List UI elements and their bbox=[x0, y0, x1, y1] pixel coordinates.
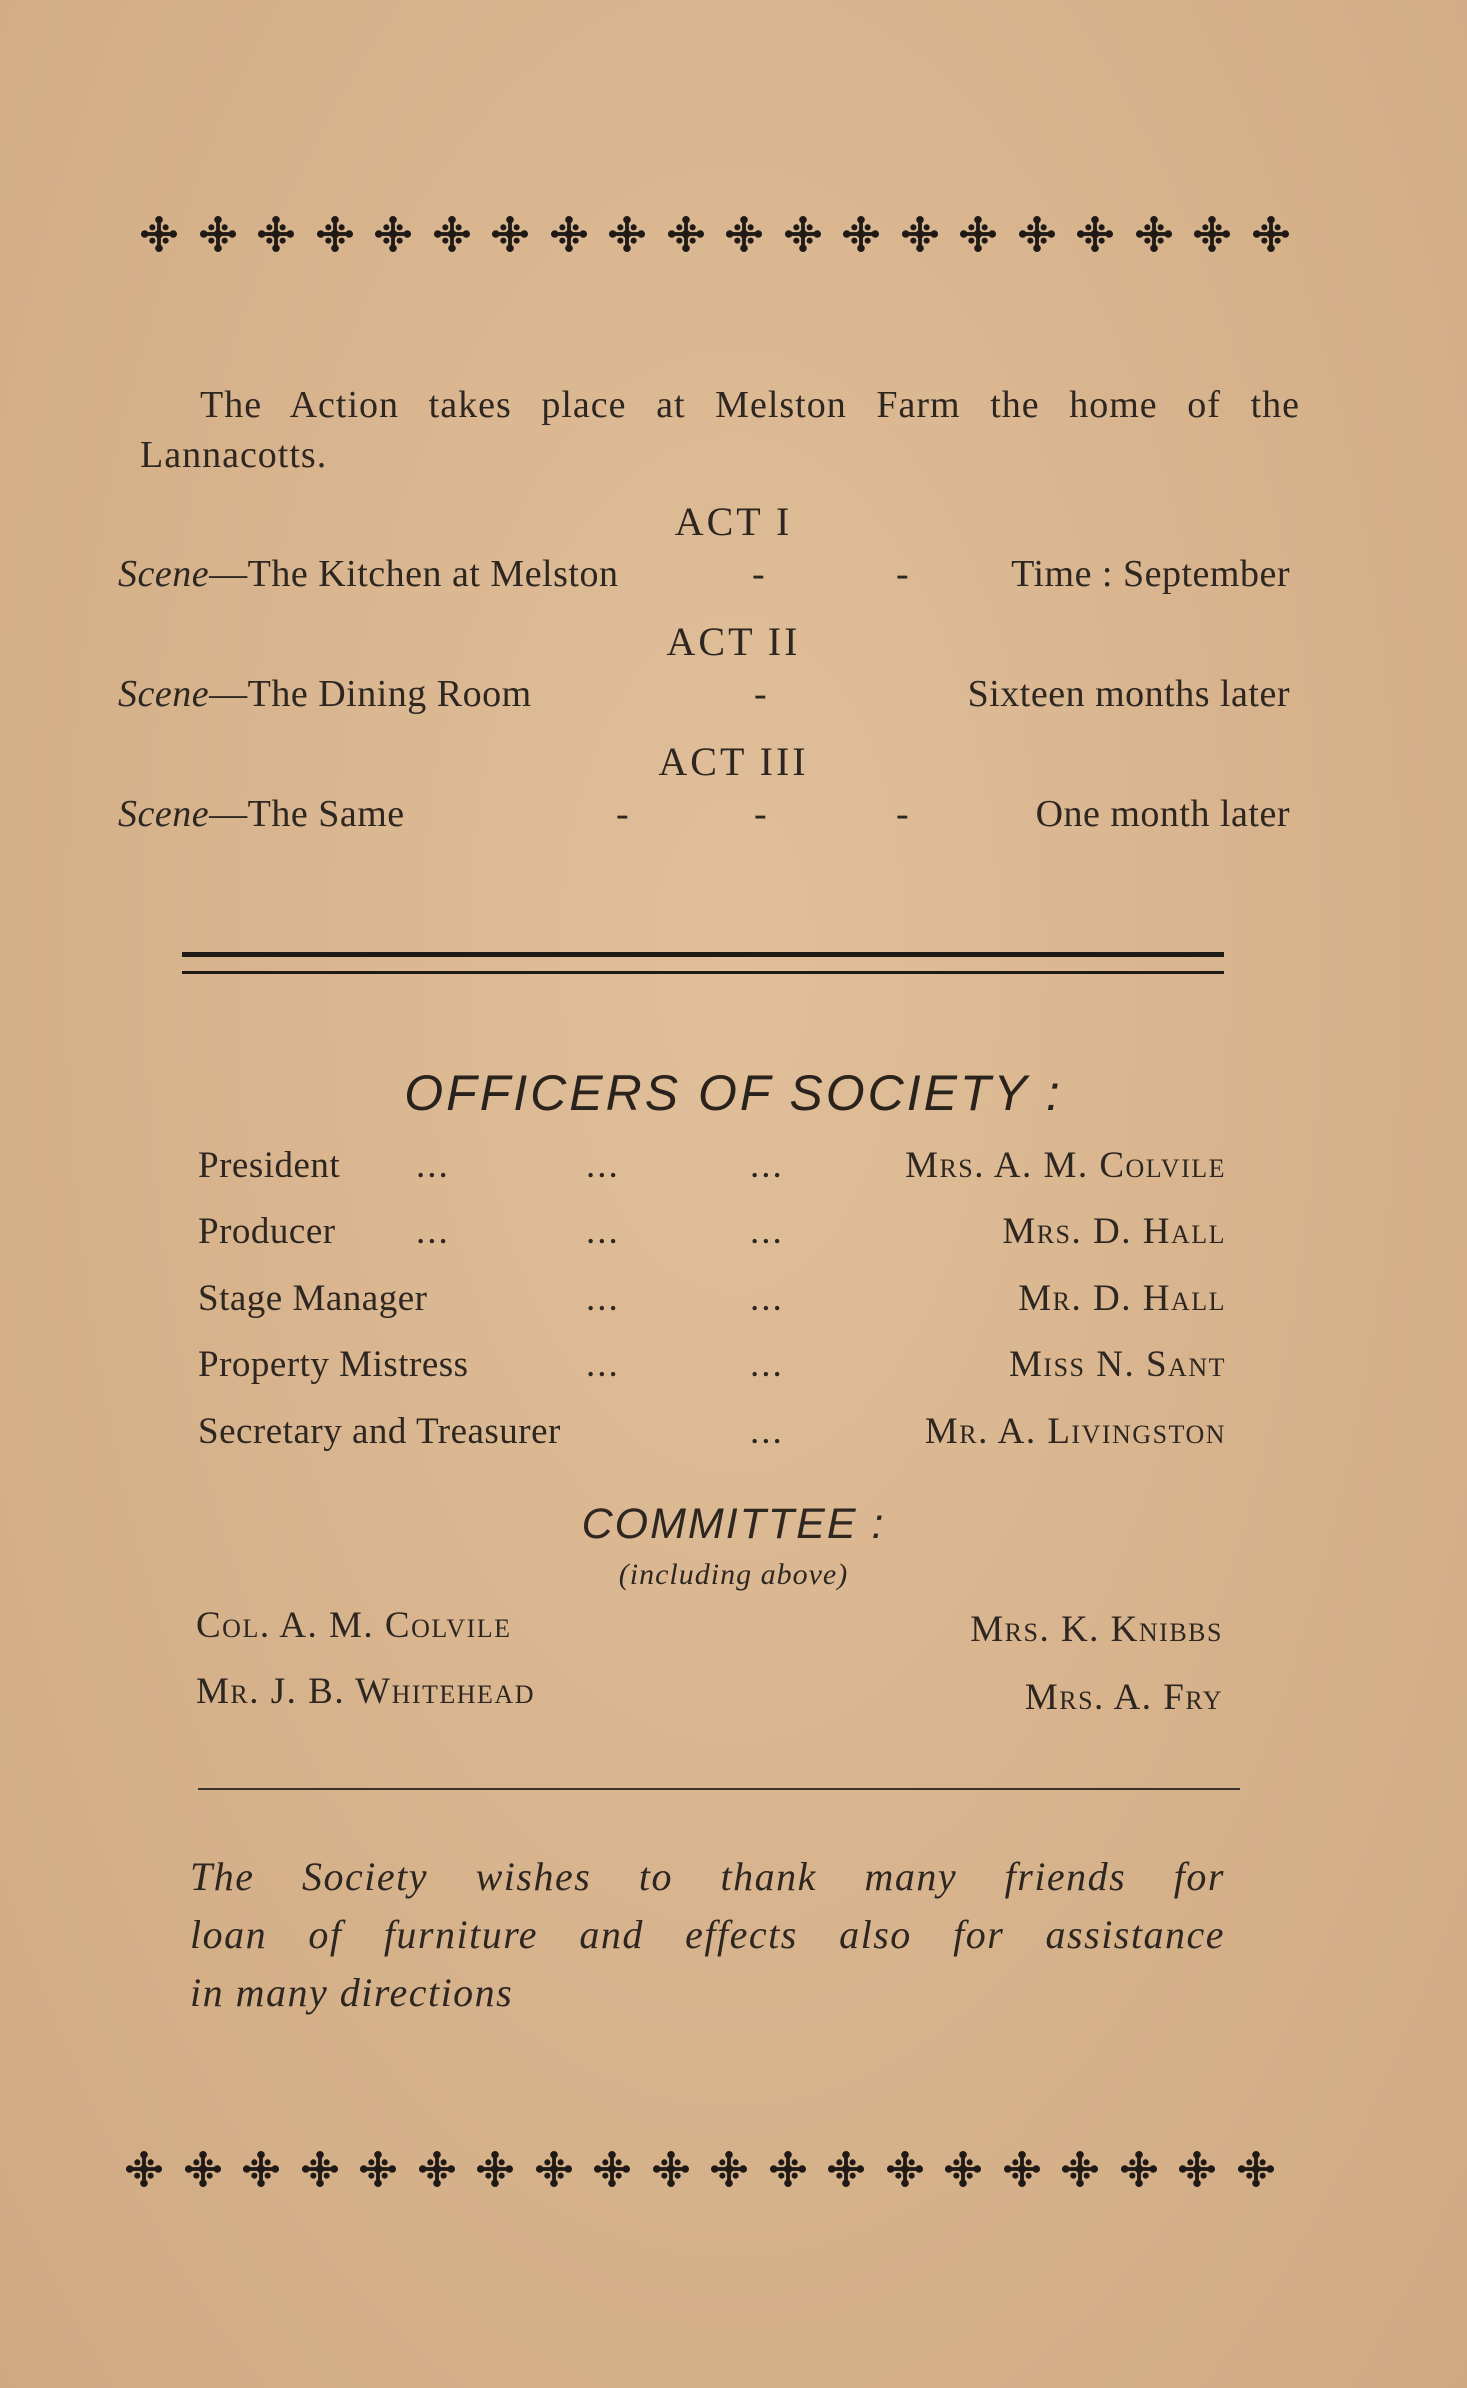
officer-name: Mr. D. Hall bbox=[1018, 1278, 1226, 1319]
cross-fleury-ornament-icon bbox=[842, 215, 880, 253]
act-1-scene-row bbox=[118, 552, 1290, 602]
top-ornament-border bbox=[140, 215, 1290, 253]
acknowledgement-line-3: in many directions bbox=[190, 1970, 514, 2015]
setting-intro bbox=[140, 380, 1300, 480]
leader-dots: ... bbox=[416, 1211, 450, 1252]
officer-role: Secretary and Treasurer bbox=[198, 1411, 561, 1452]
cross-fleury-ornament-icon bbox=[1178, 2150, 1216, 2188]
intro-line-1: The Action takes place at Melston Farm the home of the bbox=[200, 384, 1300, 426]
cross-fleury-ornament-icon bbox=[901, 215, 939, 253]
cross-fleury-ornament-icon bbox=[476, 2150, 514, 2188]
cross-fleury-ornament-icon bbox=[1252, 215, 1290, 253]
officer-row bbox=[198, 1210, 1226, 1262]
acknowledgement-line-2: loan of furniture and effects also for assistance bbox=[190, 1912, 1225, 1957]
officer-row bbox=[198, 1410, 1226, 1462]
act-1-heading: ACT I bbox=[674, 499, 793, 544]
act-2-time: Sixteen months later bbox=[967, 673, 1290, 715]
cross-fleury-ornament-icon bbox=[1135, 215, 1173, 253]
cross-fleury-ornament-icon bbox=[418, 2150, 456, 2188]
act-3-time: One month later bbox=[1035, 793, 1290, 835]
committee-heading: COMMITTEE : bbox=[581, 1500, 886, 1548]
leader-dots: ... bbox=[586, 1278, 620, 1319]
cross-fleury-ornament-icon bbox=[667, 215, 705, 253]
cross-fleury-ornament-icon bbox=[184, 2150, 222, 2188]
cross-fleury-ornament-icon bbox=[608, 215, 646, 253]
thin-rule-divider bbox=[198, 1788, 1240, 1790]
cross-fleury-ornament-icon bbox=[257, 215, 295, 253]
cross-fleury-ornament-icon bbox=[125, 2150, 163, 2188]
leader-dots: ... bbox=[416, 1145, 450, 1186]
officer-row bbox=[198, 1144, 1226, 1196]
cross-fleury-ornament-icon bbox=[199, 215, 237, 253]
committee-member: Mr. J. B. Whitehead bbox=[196, 1671, 535, 1712]
cross-fleury-ornament-icon bbox=[1061, 2150, 1099, 2188]
officer-role: President bbox=[198, 1145, 341, 1186]
committee-member: Col. A. M. Colvile bbox=[196, 1605, 512, 1646]
cross-fleury-ornament-icon bbox=[1003, 2150, 1041, 2188]
cross-fleury-ornament-icon bbox=[784, 215, 822, 253]
cross-fleury-ornament-icon bbox=[359, 2150, 397, 2188]
leader-dots: ... bbox=[750, 1145, 784, 1186]
cross-fleury-ornament-icon bbox=[1193, 215, 1231, 253]
officer-name: Mr. A. Livingston bbox=[924, 1411, 1226, 1452]
dash: - bbox=[754, 793, 768, 835]
cross-fleury-ornament-icon bbox=[301, 2150, 339, 2188]
leader-dots: ... bbox=[750, 1344, 784, 1385]
officer-row bbox=[198, 1343, 1226, 1395]
leader-dots: ... bbox=[586, 1344, 620, 1385]
dash: - bbox=[616, 793, 630, 835]
cross-fleury-ornament-icon bbox=[827, 2150, 865, 2188]
cross-fleury-ornament-icon bbox=[710, 2150, 748, 2188]
cross-fleury-ornament-icon bbox=[535, 2150, 573, 2188]
cross-fleury-ornament-icon bbox=[1018, 215, 1056, 253]
act-2-scene-row bbox=[118, 672, 1290, 722]
leader-dots: ... bbox=[586, 1211, 620, 1252]
leader-dots: ... bbox=[750, 1278, 784, 1319]
act-3-heading: ACT III bbox=[658, 739, 809, 784]
act-1-time: Time : September bbox=[1011, 553, 1290, 595]
cross-fleury-ornament-icon bbox=[725, 215, 763, 253]
cross-fleury-ornament-icon bbox=[433, 215, 471, 253]
committee-member: Mrs. A. Fry bbox=[1024, 1677, 1223, 1718]
leader-dots: ... bbox=[750, 1411, 784, 1452]
act-2-heading: ACT II bbox=[666, 619, 801, 664]
cross-fleury-ornament-icon bbox=[374, 215, 412, 253]
cross-fleury-ornament-icon bbox=[550, 215, 588, 253]
officer-name: Miss N. Sant bbox=[1009, 1344, 1226, 1385]
officer-role: Producer bbox=[198, 1211, 336, 1252]
cross-fleury-ornament-icon bbox=[242, 2150, 280, 2188]
dash: - bbox=[896, 553, 910, 595]
committee-note: (including above) bbox=[618, 1558, 849, 1591]
cross-fleury-ornament-icon bbox=[1120, 2150, 1158, 2188]
act-2-scene: Scene—The Dining Room bbox=[118, 673, 532, 715]
cross-fleury-ornament-icon bbox=[886, 2150, 924, 2188]
officer-role: Stage Manager bbox=[198, 1278, 428, 1319]
officer-name: Mrs. D. Hall bbox=[1002, 1211, 1226, 1252]
officer-row bbox=[198, 1277, 1226, 1329]
officer-role: Property Mistress bbox=[198, 1344, 469, 1385]
cross-fleury-ornament-icon bbox=[140, 215, 178, 253]
dash: - bbox=[896, 793, 910, 835]
cross-fleury-ornament-icon bbox=[593, 2150, 631, 2188]
cross-fleury-ornament-icon bbox=[959, 215, 997, 253]
cross-fleury-ornament-icon bbox=[769, 2150, 807, 2188]
cross-fleury-ornament-icon bbox=[944, 2150, 982, 2188]
intro-line-2: Lannacotts. bbox=[140, 434, 328, 476]
officer-name: Mrs. A. M. Colvile bbox=[905, 1145, 1226, 1186]
act-1-scene: Scene—The Kitchen at Melston bbox=[118, 553, 619, 595]
double-rule-divider bbox=[182, 952, 1224, 974]
cross-fleury-ornament-icon bbox=[1076, 215, 1114, 253]
committee-member: Mrs. K. Knibbs bbox=[970, 1609, 1223, 1650]
leader-dots: ... bbox=[750, 1211, 784, 1252]
leader-dots: ... bbox=[586, 1145, 620, 1186]
act-3-scene: Scene—The Same bbox=[118, 793, 405, 835]
acknowledgement-text bbox=[190, 1848, 1225, 2022]
dash: - bbox=[754, 673, 768, 715]
cross-fleury-ornament-icon bbox=[652, 2150, 690, 2188]
cross-fleury-ornament-icon bbox=[1237, 2150, 1275, 2188]
dash: - bbox=[752, 553, 766, 595]
cross-fleury-ornament-icon bbox=[491, 215, 529, 253]
act-3-scene-row bbox=[118, 792, 1290, 842]
bottom-ornament-border bbox=[125, 2150, 1275, 2188]
cross-fleury-ornament-icon bbox=[316, 215, 354, 253]
acknowledgement-line-1: The Society wishes to thank many friends for bbox=[190, 1854, 1225, 1899]
officers-heading: OFFICERS OF SOCIETY : bbox=[404, 1065, 1063, 1121]
